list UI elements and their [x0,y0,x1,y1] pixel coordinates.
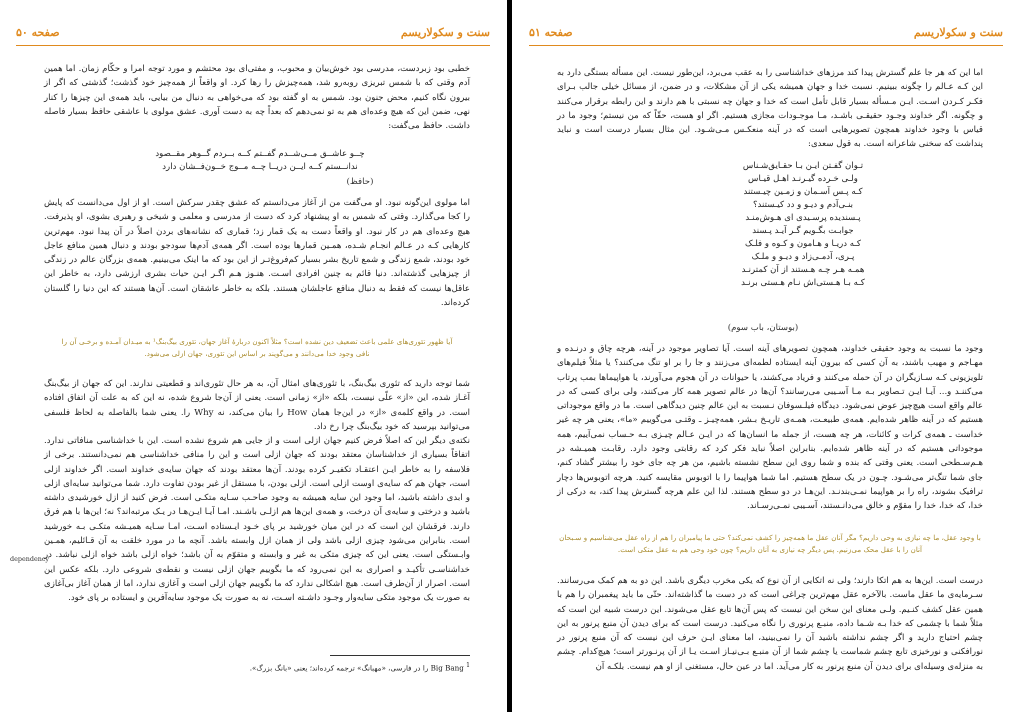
header-rule [529,45,1003,46]
page-divider [507,0,512,712]
poem-line: کـه بـا هـستی‌اش نـام هـستی برنـد [741,278,865,288]
poem [703,160,903,290]
poem-line: ندانــستم کــه ایــن دریــا چــه مــوج خــون‌فــشان دارد [162,162,358,172]
paragraph: خطبی بود زبردست، مدرسی بود خوش‌بیان و محبوب، و مفتی‌ای بود محتشم و مورد توجه امرا و حکّام زمان. اما همین آدم وقتی که با شمس تبریزی روبه‌رو شد، همه‌چیزش را رها کرد. او واقعاً از همه‌چیز خود گذشت؛ گذشتی که اگر از بیرون نگاه کنیم، محض جنون بود. شمس به او گفته بود که می‌خواهی به دنبال من بیایی، باید همه‌ی این چیزها را کنار نهی، ضمن این که هیچ وعده‌ای هم به تو نمی‌دهم که بعداً چه به دست آوری. عشق مولوی با عاشقی حافظ بسیار فاصله داشت. حافظ می‌گفت: [44,64,470,132]
body-paragraph [44,377,470,434]
footnote-marker: 1 [466,662,470,669]
poem-line: ولـی خـرده گیـرنـد اهـل قیـاس [748,174,858,184]
poem-line: بنـی‌آدم و دیـو و دد کیـستند؟ [752,200,854,210]
poem-line: کـه پـس آسـمان و زمـین چیـستند [743,187,863,197]
poem-attribution: (حافظ) [346,177,374,187]
page-number: صفحه ۵۱ [529,26,573,39]
footnote [180,660,470,673]
body-paragraph [44,434,470,606]
poem [150,148,370,174]
right-page [513,0,1019,712]
poem-line: تـوان گفـتن ایـن بـا حقـایق‌شـناس [742,161,864,171]
footnote-rule [330,655,470,656]
body-paragraph [557,66,983,152]
poem-line: کـه دریـا و هـامون و کـوه و فلـک [744,239,862,249]
book-title: سنت و سکولاریسم [400,26,490,39]
footnote-text: را در فارسی، «مهبانگ» ترجمه کرده‌اند؛ یعنی «بانگ بزرگ». [249,663,429,673]
left-page-header [16,26,490,42]
paragraph: اما این که هر جا علم گسترش پیدا کند مرزهای خداشناسی را به عقب می‌برد، این‌طور نیست. این مسأله بستگی دارد به این کـه عـالم را چگونه ببینیم. نسبت خدا و جهان همیشه یکی از آن مشکلات، و در ضمن، از مسائل خیلی جالب بـرای فکـر کـردن اسـت. ایـن مـسأله بسیار قابل تأمل است که خدا و جهان چه نسبتی با هم دارند و این رابطه برقرار می‌کنند و چگونه. اگر خداوند وجـود حقیقـی باشـد، مـا موجـودات مجازی هستیم. اگر او هست، حقّاً که من نیستم؛ وجود ما در قیاس با وجود خداوند همچون تصویرهایی است که در آینه منعکـس مـی‌شـود. این مثال بسیار درست است و نباید پنداشت که سخنی شاعرانه است. به قول سعدی: [557,68,983,150]
paragraph: اما مولوی این‌گونه نبود. او می‌گفت من از آغاز می‌دانستم که عشق چقدر سرکش است. او از اول می‌دانست که پایش را کجا می‌گذارد. وقتی که شمس به او پیشنهاد کرد که دست از مدرسی و معلمی و شیخی و رهبری بشوی، او پذیرفت. هیچ وعده‌ای هم در کار نبود. او واقعاً دست به یک قمار زد؛ قماری که نشانه‌های بردن اصلاً در آن پیدا نبود. مهم‌ترین کارهایی کـه در عـالم انجـام شـده، همـین قمارها بوده است. اگر همه‌ی آدم‌ها سودجو بودند و دنبال همین منافع عاجل خود بودند، شمع زندگی و شمع تاریخ بشر بسیار کم‌فروغ‌تـر از این بود که ما اینک می‌بینیم. همه‌ی بزرگان عالم در زندگی از چیزهایی گذشته‌اند. دنیا قائم به چنین افرادی اسـت. هنـوز هـم اگـر ایـن حیات بشری ارزشی دارد، به خاطر این عاقل‌ها نیست که فقط به دنبال منافع عاجلشان هستند. بلکه به خاطر عاشقان است. آن‌ها هستند که این دنیا را گلستان کرده‌اند. [44,198,470,309]
paragraph: شما توجه دارید که تئوری بیگ‌بنگ، با تئوری‌های امثال آن، به هر حال تئوری‌اند و قطعیتی ندارند. این که جهان از بیگ‌بنگ آغـاز شده، این «از» علّی نیست، بلکه «از» زمانی است. یعنی از آن‌جا شروع شده، نه این که به علت آن اتفاق افتاده است. در واقع کلمه‌ی «از» در این‌جا همان How را بیان می‌کند، نه Why را. یعنی شما بالفاصله به لحاظ فلسفی می‌توانید بپرسید که خود بیگ‌بنگ چرا رخ داد. [44,379,470,432]
poem-line: پـری، آدمـی‌زاد و دیـو و ملـک [751,252,855,262]
right-page-header [529,26,1003,42]
quote-line: آیا ظهور تئوری‌های علمی باعث تضعیف دین نشده است؟ مثلاً اکنون دربارهٔ آغاز جهان، تئوری بیگ‌بنگ¹ به میـدان آمـده و برخـی آن را [61,337,453,346]
question-quote [557,532,983,556]
poem-line: همـه هـر چـه هـستند از آن کمترنـد [741,265,865,275]
paragraph: وجود ما نسبت به وجود حقیقی خداوند، همچون تصویرهای آینه است. آیا تصاویر موجود در آینه، هرچه چاق و درنـده و مهـاجم و مهیب باشند، به آن کسی که بیرون آینه ایستاده لطمه‌ای می‌زنند و جا را بر او تنگ می‌کنند؟ یا مثلاً فیلم‌های تلویزیونی کـه سـازیگران در آن حمله می‌کنند و فریاد می‌کشند، یا حیوانات در آن هجوم می‌آورند، یا هواپیماها بمب پرتاب می‌کننـد و... آیـا ایـن تـصاویر بـه مـا آسـیبی می‌رسانند؟ آن‌ها در عالم تصویر همه کار می‌کنند، ولی برای کسی که در عالم واقع است هیچ‌چیز عوض نمی‌شود. دیدگاه فیلـسوفان نـسبت به این عالم چنین دیدگاهی است. ما در واقع موجوداتی هستیم که در آینه ظاهر شده‌ایم. همه‌ی طبیعـت، همـه‌ی تاریـخ بـشر، همه‌چیـز ـ وقتـی می‌گوییم «ما»، یعنی هر چه غیر خداست ـ همه‌ی کرات و کائنات، هر چه هست، از جمله ما انسان‌ها که در ایـن عـالم چیـزی بـه حـساب نمی‌آییم، همه موجوداتی هستیم که در آینه ظاهر شده‌ایم. بنابراین اصلاً نباید فکر کرد که رقابتی وجود دارد. رقابـت همیـشه در هـم‌سـطحی است. یعنی وقتی که بنده و شما روی این سطح نشسته باشیم، من هر چه جای خود را بیشتر گشاد کنم، جای شما تنگ‌تر می‌شـود. چـون در یک سطح هستیم. اما شما هواپیما را با اتوبوس مقایسه کنید. هرچه اتوبوس‌ها دچار ترافیک بشوند، راه را بر هواپیما نمـی‌بندنـد. این‌هـا در دو سطح هستند. لذا این علم هرچه گسترش پیدا کند، به درکی از خدا، که خدا، خدا را مقوّم و خالق می‌دانـستند، آسـیبی نمـی‌رسـاند. [557,344,983,512]
quote-line: نافی وجود خدا می‌دانند و می‌گویند بر اساس این تئوری، جهان ازلی می‌شود. [144,349,370,358]
paragraph: درست است. این‌ها به هم اتکا دارند؛ ولی نه اتکایی از آن نوع که یکی مخرب دیگری باشد. این دو به هم کمک می‌رسانند. سـرمایه‌ی ما عقل ماست. بالآخره عقل مهم‌ترین چراغی است که در دست ما گذاشته‌اند. حتّی ما باید پیغمبران را هم با همین عقل کشف کنـیم. ولـی معنای این سخن این نیست که پس آن‌ها تابع عقل می‌شوند. این درست شبیه این است که مثلاً شما با چشمی که خدا بـه شـما داده، منبـع پرنوری را نگاه می‌کنید. درست است که برای دیدن آن منبع پرنور به این چشم احتیاج دارید و اگر چشم نداشته باشید آن را نمی‌بینید، اما معنای ایـن حرف این نیست که آن منبع پرنور در نورافکنی و نورخیزی تابع چشم شماست یا چشم شما از آن منبـع بـی‌نیـاز اسـت یـا از آن پرنـورتر است؛ هیچ‌کدام. چشم به منزله‌ی وسیله‌ای برای دیدن آن منبع پرنور به کار می‌آید. اما در عین حال، مستغنی از او هم نیست. بلکـه آن [557,576,983,672]
left-page [0,0,506,712]
poem-line: جوابـت بگـویم گـر آیـد پـسند [752,226,854,236]
poem-attribution: (بوستان، باب سوم) [727,323,799,333]
body-paragraph [557,342,983,514]
quote-line: با وجود عقل، ما چه نیازی به وحی داریم؟ مگر آنان عقل ما همه‌چیز را کشف نمی‌کند؟ حتی ما پیامبران را هم از راه عقل می‌شناسیم و سـبحان [559,533,981,542]
body-paragraph [44,62,470,133]
body-paragraph [44,196,470,310]
poem-line: چــو عاشــق مــی‌شــدم گفــتم کــه بــردم گــوهر مقــصود [155,149,365,159]
margin-note: dependency [10,555,50,563]
book-title: سنت و سکولاریسم [913,26,1003,39]
quote-line: آنان را با عقل محک می‌زنیم. پس دیگر چه نیازی به آنان داریم؟ چون خود وحی هم به عقل متکی است. [617,545,923,554]
footnote-term: Big Bang [430,663,464,673]
paragraph: نکته‌ی دیگر این که اصلاً فرض کنیم جهان ازلی است و از جایی هم شروع نشده است. این با خداشناسی منافاتی ندارد. اتفاقاً بسیاری از خداشناسان معتقد بودند که جهان ازلی است و این را منافی خداشناسی هم نمی‌دانستند. برخی از فلاسفه را به خاطر ایـن اعتقـاد تکفیـر کرده بودند. آن‌ها معتقد بودند که جهان سایه‌ی خداوند است. اگر خداوند ازلی است، جهان هم که سایه‌ی اوست ازلی است. ازلی بودن، با مستقل از غیر بودن تفاوت دارد. شما می‌توانید سایه‌ای ازلی و ابدی داشته باشید، اما وجود این سایه همیشه به وجود صاحـب سـایه متکـی است. فرض کنید از ازل خورشیدی داشته باشید و درختی و سایه‌ی آن درخت، و همه‌ی این‌ها هم ازلـی باشـند. امـا آیـا ایـن‌هـا در یـک مرتبه‌اند؟ نه؛ این‌ها با هم فرق دارند. فرقشان این است که در این میان خورشید بر پای خـود ایـستاده اسـت، امـا سـایه همیـشه متکـی بـه خورشید است. بنابراین می‌شود چیزی ازلی باشد ولی از همان ازل وابسته باشد. آنچه ما در مورد خلقت به آن قـائلیم، همـین وابـستگی است. یعنی این که چیزی متکی به غیر و وابسته و متقوّم به آن باشد؛ خواه ازلی باشد خواه ازلی نباشد. در خداشناسـی تأکیـد و اصراری به این نمی‌رود که ما بگوییم جهان ازلی نیست و نقطه‌ی شروعی دارد. بلکه عکس این است. اصرار از آن‌طرف است. هیچ اشکالی ندارد که ما بگوییم جهان ازلی است و آغازی ندارد، اما از همان آغاز بی‌آغازی به صورت یک موجود متکی سایه‌وار وجـود داشـته اسـت، نه به صورت یک موجود سایه‌آفرین و ایستاده بر پای خود. [44,436,470,604]
header-rule [16,45,490,46]
poem-line: پـسندیده پرسـیدی ای هـوش‌منـد [745,213,861,223]
page-number: صفحه ۵۰ [16,26,60,39]
question-quote [44,336,470,360]
body-paragraph [557,574,983,674]
